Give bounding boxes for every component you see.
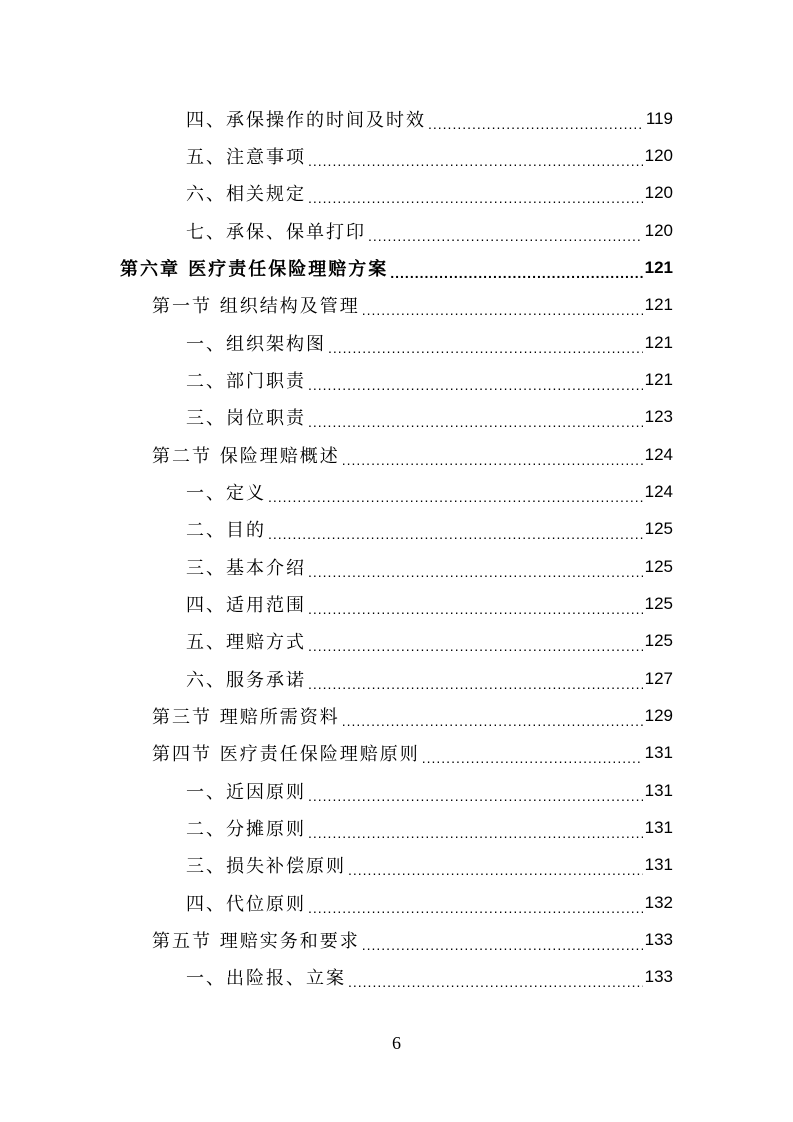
dot-leader (422, 750, 643, 766)
toc-entry-title: 六、服务承诺 (186, 670, 306, 691)
toc-entry-title: 第六章 医疗责任保险理赔方案 (120, 259, 389, 280)
toc-entry[interactable] (186, 885, 673, 921)
toc-section-entry[interactable] (152, 287, 673, 323)
toc-entry-page: 121 (644, 295, 673, 314)
toc-section-entry[interactable] (152, 437, 673, 473)
toc-entry-title: 二、目的 (186, 520, 266, 541)
toc-entry-title: 七、承保、保单打印 (186, 222, 366, 243)
toc-section-entry[interactable] (152, 735, 673, 771)
toc-entry-title: 二、分摊原则 (186, 819, 306, 840)
toc-entry-page: 120 (644, 146, 673, 165)
toc-entry-page: 131 (644, 743, 673, 762)
toc-entry-page: 133 (644, 930, 673, 949)
toc-entry-title: 一、近因原则 (186, 782, 306, 803)
toc-entry-title: 三、基本介绍 (186, 558, 306, 579)
toc-entry-page: 123 (644, 407, 673, 426)
toc-entry-page: 124 (644, 445, 673, 464)
toc-entry-title: 第五节 理赔实务和要求 (152, 931, 360, 952)
toc-section-entry[interactable] (152, 698, 673, 734)
dot-leader (368, 228, 643, 244)
toc-entry[interactable] (186, 175, 673, 211)
dot-leader (308, 377, 643, 393)
dot-leader (328, 340, 643, 356)
toc-entry-page: 125 (644, 557, 673, 576)
dot-leader (348, 974, 643, 990)
dot-leader (308, 676, 643, 692)
toc-entry-page: 131 (644, 855, 673, 874)
toc-entry[interactable] (186, 847, 673, 883)
toc-entry-title: 六、相关规定 (186, 184, 306, 205)
dot-leader (268, 489, 643, 505)
toc-entry[interactable] (186, 325, 673, 361)
dot-leader (308, 825, 643, 841)
dot-leader (268, 526, 643, 542)
toc-entry-page: 120 (644, 221, 673, 240)
toc-entry-title: 一、定义 (186, 483, 266, 504)
dot-leader (308, 153, 643, 169)
toc-entry[interactable] (186, 661, 673, 697)
toc-entry-title: 第四节 医疗责任保险理赔原则 (152, 744, 420, 765)
toc-entry[interactable] (186, 773, 673, 809)
dot-leader (342, 452, 643, 468)
toc-entry[interactable] (186, 959, 673, 995)
dot-leader (362, 302, 643, 318)
toc-entry[interactable] (186, 399, 673, 435)
toc-entry-title: 第三节 理赔所需资料 (152, 707, 340, 728)
toc-entry[interactable] (186, 810, 673, 846)
toc-entry[interactable] (186, 101, 673, 137)
toc-entry-page: 125 (644, 631, 673, 650)
toc-entry-page: 131 (644, 818, 673, 837)
dot-leader (428, 116, 644, 132)
toc-entry[interactable] (186, 586, 673, 622)
toc-entry[interactable] (186, 623, 673, 659)
toc-entry-title: 三、岗位职责 (186, 408, 306, 429)
toc-entry-page: 131 (644, 781, 673, 800)
dot-leader (342, 713, 643, 729)
dot-leader (308, 788, 643, 804)
toc-entry-page: 121 (644, 258, 673, 277)
toc-entry-page: 129 (644, 706, 673, 725)
toc-entry-title: 第一节 组织结构及管理 (152, 296, 360, 317)
toc-entry-title: 五、理赔方式 (186, 632, 306, 653)
toc-entry-title: 第二节 保险理赔概述 (152, 446, 340, 467)
toc-entry-page: 121 (644, 333, 673, 352)
toc-entry[interactable] (186, 474, 673, 510)
toc-entry-page: 120 (644, 183, 673, 202)
dot-leader (308, 414, 643, 430)
dot-leader (308, 190, 643, 206)
dot-leader (308, 564, 643, 580)
dot-leader (362, 937, 643, 953)
toc-entry-page: 121 (644, 370, 673, 389)
toc-entry-title: 一、出险报、立案 (186, 968, 346, 989)
toc-entry-page: 127 (644, 669, 673, 688)
toc-entry[interactable] (186, 213, 673, 249)
toc-entry-title: 四、代位原则 (186, 894, 306, 915)
toc-entry-page: 132 (644, 893, 673, 912)
toc-entry-title: 四、承保操作的时间及时效 (186, 110, 426, 131)
toc-chapter-entry[interactable] (120, 250, 673, 286)
toc-entry-title: 二、部门职责 (186, 371, 306, 392)
toc-entry-page: 125 (644, 519, 673, 538)
dot-leader (390, 265, 642, 281)
toc-entry-title: 一、组织架构图 (186, 334, 326, 355)
dot-leader (348, 862, 643, 878)
toc-entry-title: 五、注意事项 (186, 147, 306, 168)
toc-entry-page: 119 (645, 109, 673, 128)
dot-leader (308, 900, 643, 916)
page-number: 6 (392, 1033, 401, 1053)
toc-entry-page: 125 (644, 594, 673, 613)
dot-leader (308, 638, 643, 654)
toc-section-entry[interactable] (152, 922, 673, 958)
toc-entry[interactable] (186, 511, 673, 547)
dot-leader (308, 601, 643, 617)
toc-entry-page: 124 (644, 482, 673, 501)
toc-entry-title: 三、损失补偿原则 (186, 856, 346, 877)
toc-entry[interactable] (186, 549, 673, 585)
toc-entry-page: 133 (644, 967, 673, 986)
toc-entry[interactable] (186, 362, 673, 398)
toc-entry[interactable] (186, 138, 673, 174)
toc-entry-title: 四、适用范围 (186, 595, 306, 616)
